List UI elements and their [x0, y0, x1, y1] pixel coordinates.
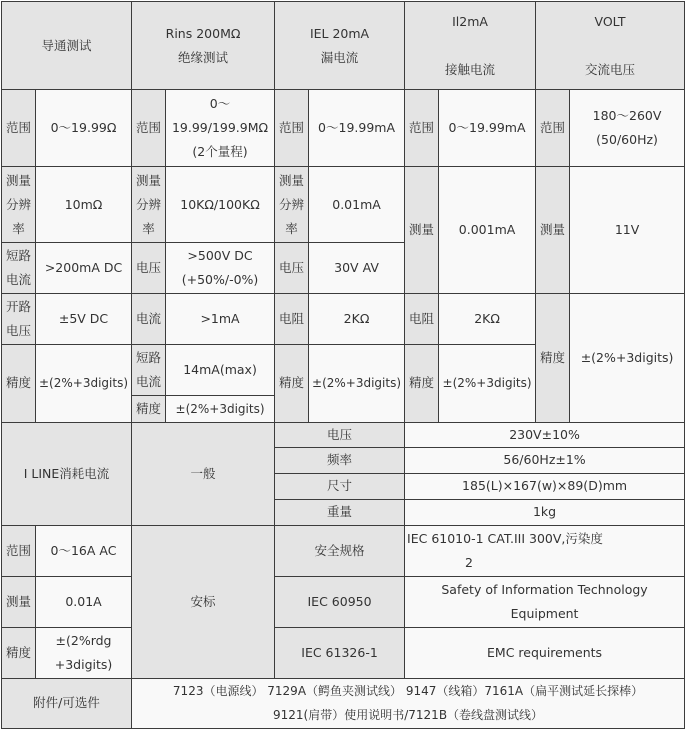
volt-range-label: 范围 [536, 90, 570, 167]
leakage-accuracy-label: 精度 [275, 345, 309, 422]
accessories-row [2, 678, 685, 728]
insulation-short-current-value: 14mA(max) [166, 345, 275, 396]
contact-range-label: 范围 [405, 90, 439, 167]
iec60950-value: Safety of Information Technology Equipment [405, 576, 685, 627]
continuity-accuracy-label: 精度 [2, 345, 36, 422]
volt-measure-label: 测量 [536, 167, 570, 294]
accessories-label: 附件/可选件 [2, 678, 132, 728]
insulation-current-label: 电流 [132, 294, 166, 345]
insulation-range-value: 0～ 19.99/199.9MΩ (2个量程) [166, 90, 275, 167]
continuity-range-label: 范围 [2, 90, 36, 167]
general-weight-label: 重量 [275, 499, 405, 525]
contact-range-value: 0～19.99mA [439, 90, 536, 167]
volt-measure-value: 11V [570, 167, 685, 294]
header-volt: VOLT 交流电压 [536, 2, 685, 90]
general-title: 一般 [132, 422, 275, 525]
iline-measure-value: 0.01A [36, 576, 132, 627]
iline-title: I LINE消耗电流 [2, 422, 132, 525]
contact-accuracy-label: 精度 [405, 345, 439, 422]
leakage-resistance-label: 电阻 [275, 294, 309, 345]
iec61326-label: IEC 61326-1 [275, 627, 405, 678]
leakage-range-value: 0～19.99mA [309, 90, 405, 167]
iec61326-value: EMC requirements [405, 627, 685, 678]
iline-accuracy-value: ±(2%rdg +3digits) [36, 627, 132, 678]
general-weight-value: 1kg [405, 499, 685, 525]
continuity-open-label: 开路 电压 [2, 294, 36, 345]
insulation-voltage-label: 电压 [132, 243, 166, 294]
leakage-range-label: 范围 [275, 90, 309, 167]
contact-measure-value: 0.001mA [439, 167, 536, 294]
continuity-range-value: 0～19.99Ω [36, 90, 132, 167]
safety-title: 安标 [132, 525, 275, 678]
leakage-voltage-value: 30V AV [309, 243, 405, 294]
volt-range-value: 180～260V (50/60Hz) [570, 90, 685, 167]
volt-accuracy-label: 精度 [536, 294, 570, 422]
continuity-resolution-label: 测量 分辨 率 [2, 167, 36, 243]
header-continuity: 导通测试 [2, 2, 132, 90]
continuity-resolution-value: 10mΩ [36, 167, 132, 243]
volt-accuracy-value: ±(2%+3digits) [570, 294, 685, 422]
leakage-accuracy-value: ±(2%+3digits) [309, 345, 405, 422]
open-row [2, 294, 685, 345]
insulation-short-current-label: 短路 电流 [132, 345, 166, 396]
general-voltage-value: 230V±10% [405, 422, 685, 447]
general-size-value: 185(L)×167(w)×89(D)mm [405, 473, 685, 499]
accessories-value: 7123（电源线） 7129A（鳄鱼夹测试线） 9147（线箱）7161A（扁平测试延长探棒） 9121(肩带）使用说明书/7121B（卷线盘测试线） [132, 678, 685, 728]
insulation-range-label: 范围 [132, 90, 166, 167]
continuity-short-label: 短路 电流 [2, 243, 36, 294]
general-size-label: 尺寸 [275, 473, 405, 499]
contact-measure-label: 测量 [405, 167, 439, 294]
insulation-current-value: >1mA [166, 294, 275, 345]
insulation-voltage-value: >500V DC (+50%/-0%) [166, 243, 275, 294]
resolution-row [2, 167, 685, 243]
leakage-resistance-value: 2KΩ [309, 294, 405, 345]
contact-accuracy-value: ±(2%+3digits) [439, 345, 536, 422]
iec60950-row [2, 576, 685, 627]
iline-range-label: 范围 [2, 525, 36, 576]
leakage-voltage-label: 电压 [275, 243, 309, 294]
general-voltage-label: 电压 [275, 422, 405, 447]
header-contact: Il2mA 接触电流 [405, 2, 536, 90]
general-voltage-row [2, 422, 685, 447]
safety-spec-label: 安全规格 [275, 525, 405, 576]
iline-measure-label: 测量 [2, 576, 36, 627]
insulation-accuracy-value: ±(2%+3digits) [166, 396, 275, 422]
continuity-short-value: >200mA DC [36, 243, 132, 294]
general-frequency-value: 56/60Hz±1% [405, 447, 685, 473]
contact-resistance-value: 2KΩ [439, 294, 536, 345]
iline-accuracy-label: 精度 [2, 627, 36, 678]
leakage-resolution-value: 0.01mA [309, 167, 405, 243]
contact-resistance-label: 电阻 [405, 294, 439, 345]
insulation-resolution-value: 10KΩ/100KΩ [166, 167, 275, 243]
continuity-accuracy-value: ±(2%+3digits) [36, 345, 132, 422]
iline-range-value: 0～16A AC [36, 525, 132, 576]
safety-spec-value: IEC 61010-1 CAT.III 300V,污染度 2 [405, 525, 685, 576]
header-leakage: IEL 20mA 漏电流 [275, 2, 405, 90]
insulation-accuracy-label: 精度 [132, 396, 166, 422]
general-frequency-label: 频率 [275, 447, 405, 473]
iec60950-label: IEC 60950 [275, 576, 405, 627]
spec-table [1, 1, 685, 729]
iec61326-row [2, 627, 685, 678]
header-insulation: Rins 200MΩ 绝缘测试 [132, 2, 275, 90]
header-row [2, 2, 685, 90]
safety-spec-row [2, 525, 685, 576]
continuity-open-value: ±5V DC [36, 294, 132, 345]
leakage-resolution-label: 测量 分辨 率 [275, 167, 309, 243]
insulation-resolution-label: 测量 分辨 率 [132, 167, 166, 243]
range-row [2, 90, 685, 167]
